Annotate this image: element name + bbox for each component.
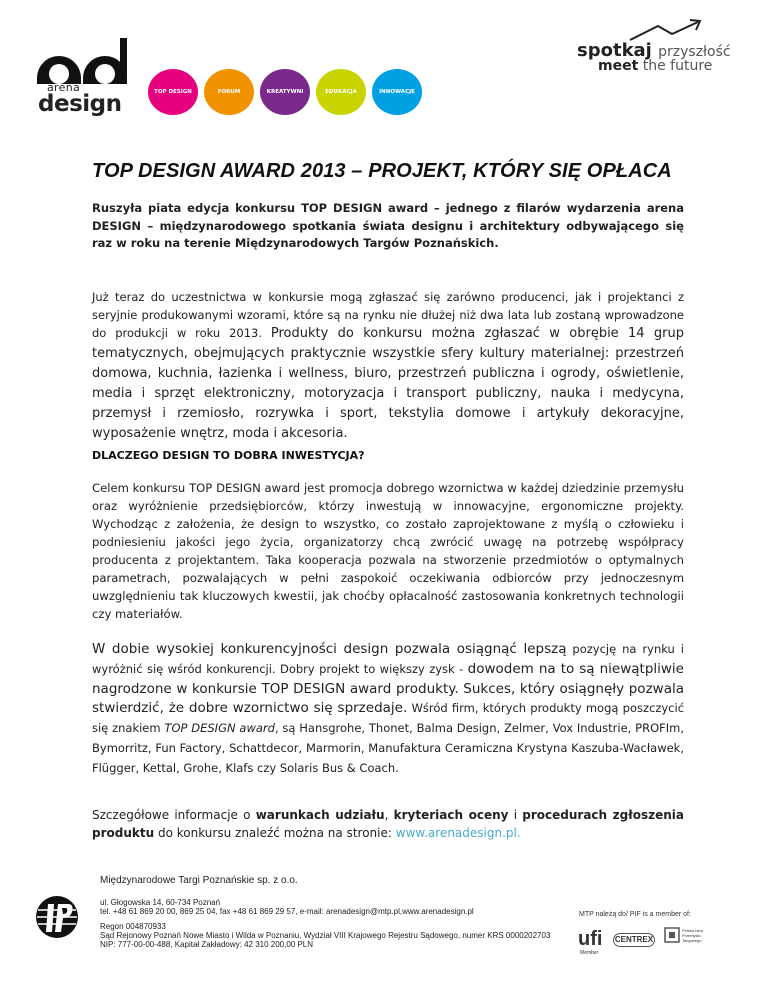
- logo-design-text: design: [38, 91, 122, 117]
- circle-label: INNOWACJE: [379, 89, 415, 95]
- the-future-text: the future: [642, 58, 713, 74]
- circle-label: TOP DESIGN: [154, 89, 192, 95]
- pif-text: Polska Izba Przemysłu Targowego: [682, 928, 703, 943]
- paragraph-4-bold-2: kryteriach oceny: [393, 808, 509, 822]
- company-regon: Regon 004870933: [100, 922, 166, 931]
- mtp-globe-logo: [34, 894, 80, 940]
- paragraph-4-part-a: Szczegółowe informacje o: [92, 808, 251, 822]
- meet-the-future: [598, 58, 712, 74]
- intro-paragraph: Ruszyła piata edycja konkursu TOP DESIGN award – jednego z filarów wydarzenia arena DESIGN – międzynarodowego spotkania świata designu i architektury odbywającego się raz w roku na terenie Międzynarodowych Targów Poznańskich.: [92, 201, 684, 251]
- circle-label: EDUKACJA: [325, 89, 357, 95]
- pif-logo-icon: [664, 927, 680, 943]
- member-of-label: MTP należą do/ PIF is a member of:: [579, 911, 691, 918]
- section-heading: DLACZEGO DESIGN TO DOBRA INWESTYCJA?: [92, 449, 365, 462]
- paragraph-3-part-c: dowodem na to są niewątpliwie nagrodzone w konkursie TOP DESIGN award produkty. Sukces, który osiągnęły pozwala stwierdzić, że dobre wzornictwo się sprzedaje.: [92, 660, 684, 717]
- ufi-member: Member: [580, 950, 599, 956]
- paragraph-3: [92, 640, 684, 779]
- circle-innowacje: [372, 69, 422, 115]
- paragraph-3-part-e: , są Hansgrohe, Thonet, Balma Design, Zelmer, Vox Industrie, PROFIm, Bymorritz, Fun Factory, Schattdecor, Marmorin, Manufaktura Ceramiczna Krystyna Kaszuba-Wacławek, Flügger, Kettal, Grohe, Klafs czy Solaris Bus & Coach.: [92, 721, 684, 775]
- company-name: Międzynarodowe Targi Poznańskie sp. z o.o.: [100, 875, 298, 886]
- paragraph-1-part-a: Już teraz do uczestnictwa w konkursie mogą zgłaszać się zarówno producenci, jak i projektanci z seryjnie produkowanymi wzorami, które są na rynku nie dłużej niż dwa lata lub zostaną wprowadzone do produkcji w roku 2013.: [92, 290, 684, 340]
- spotkaj-text: spotkaj: [577, 40, 652, 61]
- circle-top-design: [148, 69, 198, 115]
- logo-arena-text: arena: [47, 81, 81, 94]
- paragraph-4: [92, 806, 684, 842]
- arenadesign-link[interactable]: www.arenadesign.pl: [395, 826, 517, 840]
- paragraph-3-part-b: pozycję na rynku i wyróżnić się wśród konkurencji. Dobry projekt to większy zysk -: [92, 642, 684, 676]
- paragraph-4-part-e: do konkursu znaleźć można na stronie:: [157, 826, 392, 840]
- page-title: TOP DESIGN AWARD 2013 – PROJEKT, KTÓRY SIĘ OPŁACA: [92, 160, 672, 182]
- meet-text: meet: [598, 58, 639, 74]
- company-address: ul. Głogowska 14, 60-734 Poznań: [100, 898, 221, 907]
- paragraph-4-comma: ,: [384, 808, 389, 822]
- paragraph-2: Celem konkursu TOP DESIGN award jest promocja dobrego wzornictwa w każdej dziedzinie przemysłu oraz wyróżnienie przedsiębiorców, którzy inwestują w innowacyjne, ergonomiczne projekty. Wychodząc z założenia, że design to wszystko, co zostało zaprojektowane z myślą o człowieku i podniesieniu jakości jego życia, organizatorzy chcą zwrócić uwagę na potrzebę współpracy producenta z projektantem. Taka kooperacja pozwala na stworzenie przedmiotów o optymalnych parametrach, pozwalających w pełni zaspokoić oczekiwania odbiorców przy jednoczesnym uwzględnieniu tak kluczowych kwestii, jak choćby opłacalność zastosowania konkretnych technologii czy materiałów.: [92, 481, 684, 621]
- circle-label: KREATYWNI: [266, 89, 304, 95]
- paragraph-3-italic: TOP DESIGN award: [164, 721, 275, 736]
- centrex-logo: CENTREX: [613, 933, 655, 947]
- arena-design-wordmark: [38, 82, 121, 116]
- ufi-logo: ufi: [578, 928, 603, 950]
- przyszlosc-text: przyszłość: [658, 44, 731, 60]
- paragraph-4-end: .: [516, 826, 521, 840]
- company-contact: tel. +48 61 869 20 00, 869 25 04, fax +48 61 869 29 57, e-mail: arenadesign@mtp.pl,www.arenadesign.pl: [100, 907, 474, 916]
- paragraph-1-part-b: Produkty do konkursu można zgłaszać w obrębie 14 grup tematycznych, obejmujących praktycznie wszystkie sfery kultury materialnej: przestrzeń domowa, kuchnia, łazienka i wellness, biuro, przestrzeń publiczna i ogrody, oświetlenie, media i sprzęt elektroniczny, motoryzacja i transport publiczny, nauka i medycyna, przemysł i rzemiosło, rozrywka i sport, tekstylia domowe i artykuły dekoracyjne, wyposażenie wnętrz, moda i akcesoria.: [92, 326, 684, 441]
- paragraph-3-part-a: W dobie wysokiej konkurencyjności design pozwala osiągnąć lepszą: [92, 641, 567, 657]
- paragraph-1: [92, 288, 684, 444]
- circle-label: FORUM: [217, 89, 241, 95]
- paragraph-4-bold-1: warunkach udziału: [255, 808, 385, 822]
- company-nip: NIP: 777-00-00-488, Kapitał Zakładowy: 42 310 200,00 PLN: [100, 940, 314, 949]
- paragraph-3-part-d: Wśród firm, których produkty mogą poszczycić się znakiem: [92, 701, 685, 736]
- circle-kreatywni: [260, 69, 310, 115]
- circle-forum: [204, 69, 254, 115]
- company-court: Sąd Rejonowy Poznań Nowe Miasto i Wilda w Poznaniu, Wydział VIII Krajowego Rejestru Sądowego, numer KRS 0000202703: [100, 931, 551, 940]
- paragraph-4-and: i: [513, 808, 518, 822]
- circle-edukacja: [316, 69, 366, 115]
- paragraph-4-bold-3: procedurach zgłoszenia produktu: [92, 808, 684, 840]
